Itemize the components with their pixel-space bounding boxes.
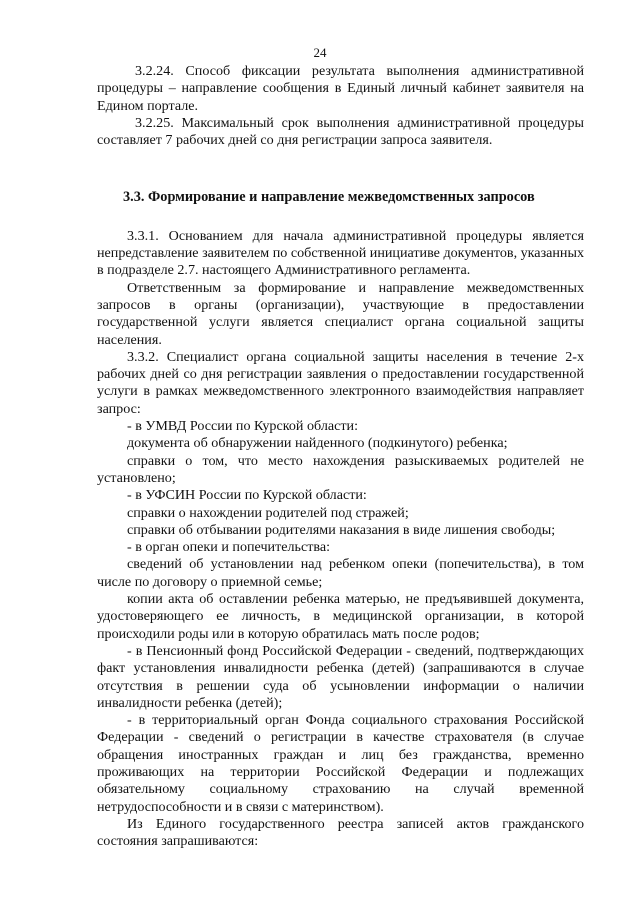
paragraph-3-3-1: 3.3.1. Основанием для начала административной процедуры является непредставление заявителем по собственной инициативе документов, указанных в подразделе 2.7. настоящего Административного регламента. bbox=[97, 227, 584, 279]
paragraph-3-2-25: 3.2.25. Максимальный срок выполнения административной процедуры составляет 7 рабочих дней со дня регистрации запроса заявителя. bbox=[97, 114, 584, 149]
section-heading: 3.3. Формирование и направление межведомственных запросов bbox=[123, 189, 535, 206]
paragraph-civil-registry: Из Единого государственного реестра записей актов гражданского состояния запрашиваются: bbox=[97, 815, 584, 850]
list-item-pension-fund: - в Пенсионный фонд Российской Федерации - сведений, подтверждающих факт установления инвалидности ребенка (детей) (запрашиваются в случае отсутствия в решении суда об усыновлении информации о наличии инвалидности ребенка (детей); bbox=[97, 642, 584, 711]
list-item-custody-certificate: справки о нахождении родителей под стражей; bbox=[127, 504, 409, 521]
paragraph-3-2-24: 3.2.24. Способ фиксации результата выполнения административной процедуры – направление сообщения в Единый личный кабинет заявителя на Едином портале. bbox=[97, 63, 584, 114]
document-body bbox=[97, 63, 584, 850]
list-item-guardianship-authority: - в орган опеки и попечительства: bbox=[127, 539, 331, 556]
paragraph-3-3-2: 3.3.2. Специалист органа социальной защиты населения в течение 2-х рабочих дней со дня регистрации заявления о предоставлении государственной услуги в рамках межведомственного электронного взаимодействия направляет запрос: bbox=[97, 348, 584, 417]
list-item-social-insurance-fund: - в территориальный орган Фонда социального страхования Российской Федерации - сведений о регистрации в качестве страхователя (в случае обращения иностранных граждан и лиц без гражданства, временно проживающих на территории Российской Федерации и подлежащих обязательному социальному страхованию на случай временной нетрудоспособности и в связи с материнством). bbox=[97, 712, 584, 815]
list-item-abandonment-act: копии акта об оставлении ребенка матерью, не предъявившей документа, удостоверяющего ее личность, в медицинской организации, в которой происходили роды или в которую обратилась мать после родов; bbox=[97, 591, 584, 642]
page-number: 24 bbox=[313, 45, 327, 60]
list-item-ufsin: - в УФСИН России по Курской области: bbox=[127, 487, 367, 504]
list-item-parents-location-certificate: справки о том, что место нахождения разыскиваемых родителей не установлено; bbox=[97, 452, 584, 486]
list-item-found-child-document: документа об обнаружении найденного (подкинутого) ребенка; bbox=[127, 435, 508, 452]
paragraph-responsible: Ответственным за формирование и направление межведомственных запросов в органы (организации), участвующие в предоставлении государственной услуги является специалист органа социальной защиты населения. bbox=[97, 279, 584, 348]
list-item-imprisonment-certificate: справки об отбывании родителями наказания в виде лишения свободы; bbox=[127, 521, 556, 538]
list-item-guardianship-info: сведений об установлении над ребенком опеки (попечительства), в том числе по договору о приемной семье; bbox=[97, 556, 584, 590]
list-item-umvd: - в УМВД России по Курской области: bbox=[127, 418, 358, 435]
